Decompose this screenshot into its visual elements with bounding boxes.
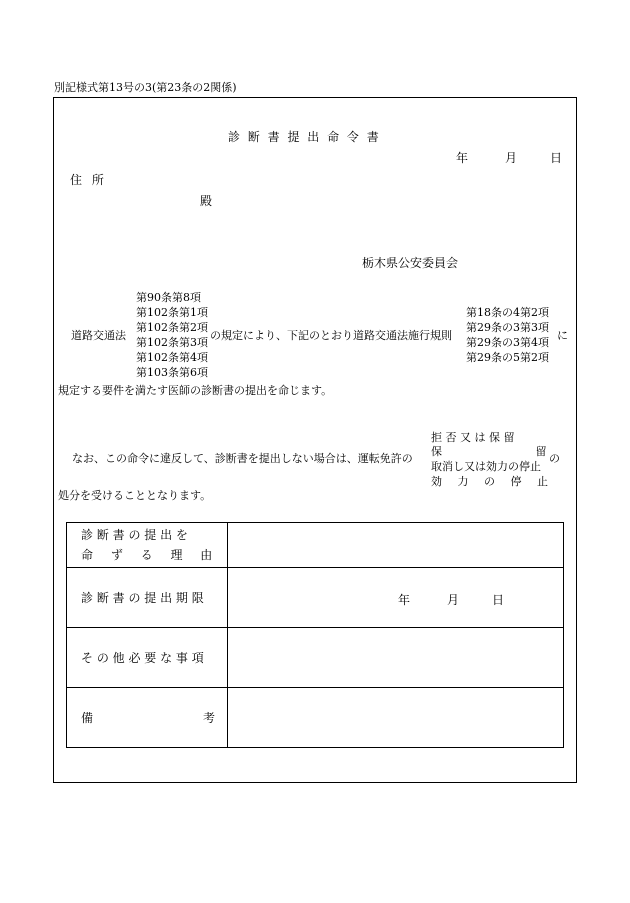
disposition-option: 拒 否 又 は 保 留 — [431, 431, 515, 444]
other-label: そ の 他 必 要 な 事 項 — [81, 651, 204, 665]
warning-text: なお、この命令に違反して、診断書を提出しない場合は、運転免許の — [72, 452, 413, 465]
deadline-value-cell — [228, 568, 564, 628]
remarks-label-right: 考 — [202, 711, 215, 725]
rule-article: 第29条の3第3項 — [466, 321, 549, 334]
address-label: 住 所 — [70, 173, 107, 187]
date-month: 月 — [505, 151, 518, 165]
date-day: 日 — [550, 151, 563, 165]
rule-article: 第29条の3第4項 — [466, 336, 549, 349]
particle-ni: に — [557, 329, 568, 342]
consequence-text: 処分を受けることとなります。 — [58, 489, 212, 502]
remarks-label-left: 備 — [81, 711, 94, 725]
law-name: 道路交通法 — [71, 329, 126, 342]
law-article: 第90条第8項 — [136, 291, 201, 304]
law-article: 第102条第3項 — [136, 336, 208, 349]
reason-label-cell — [67, 523, 228, 568]
disposition-option: 保 留 — [431, 445, 547, 458]
reason-label-line2: 命 ず る 理 由 — [81, 548, 213, 562]
header-note: 別記様式第13号の3(第23条の2関係) — [54, 81, 237, 94]
provision-text: の規定により、下記のとおり道路交通法施行規則 — [210, 329, 452, 342]
law-article: 第102条第4項 — [136, 351, 208, 364]
remarks-label-cell — [67, 688, 228, 748]
law-article: 第102条第1項 — [136, 306, 208, 319]
table-row — [67, 568, 564, 628]
reason-label-line1: 診 断 書 の 提 出 を — [81, 528, 188, 542]
deadline-day: 日 — [492, 593, 505, 607]
table-row — [67, 628, 564, 688]
order-details-table — [66, 522, 564, 748]
rule-article: 第18条の4第2項 — [466, 306, 549, 319]
disposition-option: 効 力 の 停 止 — [431, 475, 548, 488]
remarks-value-cell — [228, 688, 564, 748]
table-row — [67, 688, 564, 748]
issuer: 栃木県公安委員会 — [362, 256, 459, 270]
law-article: 第103条第6項 — [136, 366, 208, 379]
table-row — [67, 523, 564, 568]
other-value-cell — [228, 628, 564, 688]
requirement-text: 規定する要件を満たす医師の診断書の提出を命じます。 — [58, 384, 333, 397]
deadline-label: 診 断 書 の 提 出 期 限 — [81, 591, 204, 605]
honorific: 殿 — [200, 194, 213, 208]
deadline-year: 年 — [398, 593, 411, 607]
law-article: 第102条第2項 — [136, 321, 208, 334]
document-title: 診 断 書 提 出 命 令 書 — [228, 130, 381, 144]
particle-no: の — [549, 452, 560, 465]
deadline-label-cell — [67, 568, 228, 628]
reason-value-cell — [228, 523, 564, 568]
deadline-month: 月 — [447, 593, 460, 607]
disposition-option: 取消し又は効力の停止 — [431, 460, 541, 473]
other-label-cell — [67, 628, 228, 688]
date-year: 年 — [456, 151, 469, 165]
rule-article: 第29条の5第2項 — [466, 351, 549, 364]
